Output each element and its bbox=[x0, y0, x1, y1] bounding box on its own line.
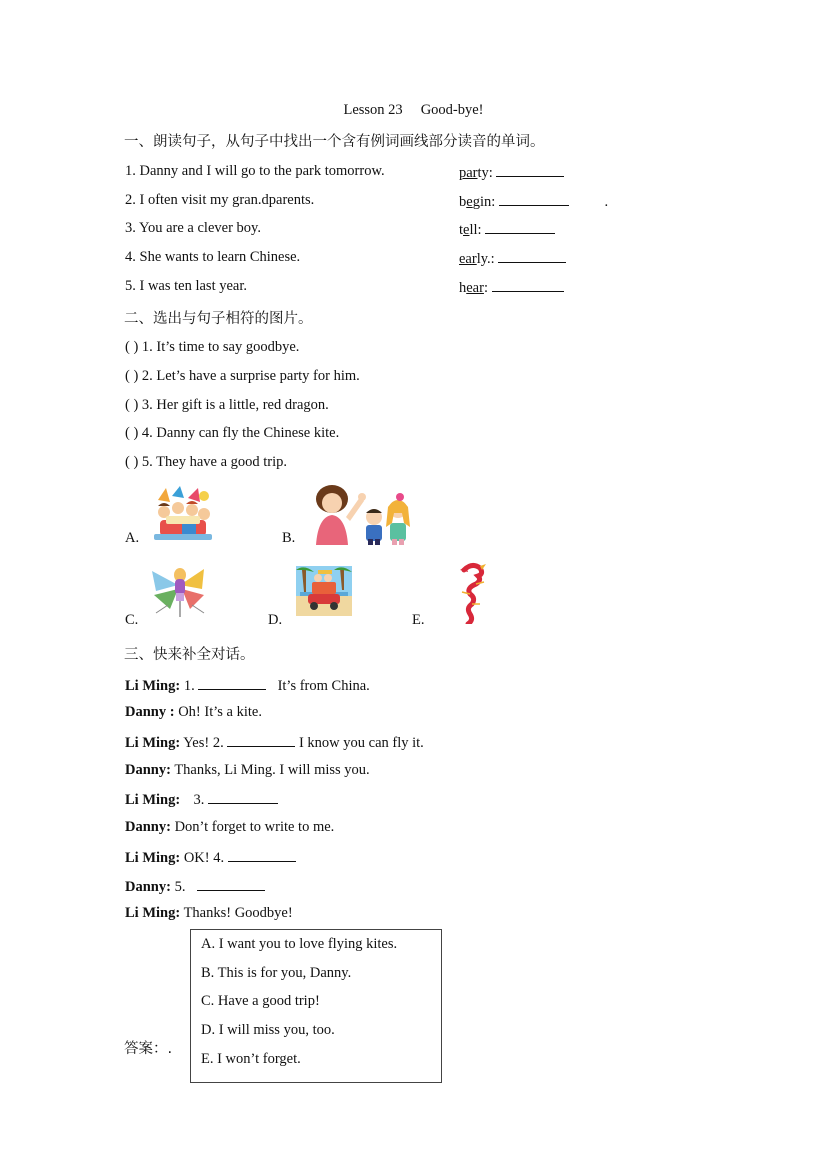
s2-item-4: ( ) 4. Danny can fly the Chinese kite. bbox=[125, 425, 340, 441]
speaker-label: Danny : bbox=[125, 704, 175, 720]
dialogue-line-9: Li Ming: Thanks! Goodbye! bbox=[125, 905, 293, 921]
section3-heading: 三、快来补全对话。 bbox=[124, 647, 255, 663]
answer-label: 答案：. bbox=[124, 1041, 173, 1057]
option-b: B. This is for you, Danny. bbox=[201, 965, 352, 981]
s1-sentence-2: 2. I often visit my gran.dparents. bbox=[125, 192, 315, 208]
speaker-label: Danny: bbox=[125, 879, 171, 895]
goodbye-picture bbox=[308, 483, 412, 545]
s2-item-1: ( ) 1. It’s time to say goodbye. bbox=[125, 339, 300, 355]
option-c: C. Have a good trip! bbox=[201, 993, 320, 1009]
answer-blank[interactable] bbox=[492, 278, 564, 292]
option-e: E. I won’t forget. bbox=[201, 1051, 301, 1067]
answer-blank[interactable] bbox=[499, 192, 569, 206]
option-a: A. I want you to love flying kites. bbox=[201, 936, 398, 952]
s2-item-2: ( ) 2. Let’s have a surprise party for him. bbox=[125, 368, 360, 384]
answer-paren[interactable]: ( ) bbox=[125, 397, 139, 413]
answer-blank[interactable] bbox=[496, 163, 564, 177]
answer-paren[interactable]: ( ) bbox=[125, 368, 139, 384]
dialogue-line-8: Danny: 5. bbox=[125, 877, 265, 896]
speaker-label: Li Ming: bbox=[125, 905, 181, 921]
picture-label-a: A. bbox=[125, 530, 140, 546]
s1-word-2: begin: . bbox=[459, 194, 609, 210]
lesson-name: Good-bye! bbox=[420, 102, 484, 118]
s1-sentence-1: 1. Danny and I will go to the park tomorrow. bbox=[125, 163, 385, 179]
lesson-number: Lesson 23 bbox=[343, 102, 403, 118]
answer-blank[interactable] bbox=[197, 877, 265, 891]
speaker-label: Danny: bbox=[125, 762, 171, 778]
answer-blank[interactable] bbox=[498, 249, 566, 263]
picture-label-b: B. bbox=[282, 530, 296, 546]
speaker-label: Li Ming: bbox=[125, 792, 181, 808]
answer-paren[interactable]: ( ) bbox=[125, 425, 139, 441]
answer-blank[interactable] bbox=[208, 790, 278, 804]
s1-word-4: early.: bbox=[459, 249, 566, 268]
page-title bbox=[0, 102, 827, 119]
dialogue-line-4: Danny: Thanks, Li Ming. I will miss you. bbox=[125, 762, 370, 778]
s1-word-5: hear: bbox=[459, 278, 564, 297]
s1-word-1: party: bbox=[459, 163, 564, 182]
options-box bbox=[190, 929, 442, 1083]
answer-blank[interactable] bbox=[228, 848, 296, 862]
dialogue-line-5: Li Ming: 3. bbox=[125, 790, 278, 809]
section2-heading: 二、选出与句子相符的图片。 bbox=[124, 311, 313, 327]
kite-picture bbox=[148, 565, 210, 617]
dialogue-line-1: Li Ming: 1. It’s from China. bbox=[125, 678, 370, 694]
s2-item-3: ( ) 3. Her gift is a little, red dragon. bbox=[125, 397, 329, 413]
s1-sentence-5: 5. I was ten last year. bbox=[125, 278, 248, 294]
speaker-label: Danny: bbox=[125, 819, 171, 835]
party-picture bbox=[152, 486, 214, 542]
s2-item-5: ( ) 5. They have a good trip. bbox=[125, 454, 288, 470]
s1-word-3: tell: bbox=[459, 220, 555, 239]
answer-blank[interactable] bbox=[485, 220, 555, 234]
s1-sentence-3: 3. You are a clever boy. bbox=[125, 220, 261, 236]
dragon-picture bbox=[454, 562, 490, 624]
dialogue-line-6: Danny: Don’t forget to write to me. bbox=[125, 819, 335, 835]
answer-paren[interactable]: ( ) bbox=[125, 454, 139, 470]
section1-heading: 一、朗读句子，从句子中找出一个含有例词画线部分读音的单词。 bbox=[124, 134, 545, 150]
picture-label-e: E. bbox=[412, 612, 425, 628]
dialogue-line-7: Li Ming: OK! 4. bbox=[125, 848, 296, 867]
s1-sentence-4: 4. She wants to learn Chinese. bbox=[125, 249, 301, 265]
speaker-label: Li Ming: bbox=[125, 678, 181, 694]
picture-label-d: D. bbox=[268, 612, 283, 628]
answer-blank[interactable] bbox=[198, 676, 266, 690]
dialogue-line-3: Li Ming: Yes! 2. I know you can fly it. bbox=[125, 735, 424, 751]
speaker-label: Li Ming: bbox=[125, 735, 181, 751]
answer-paren[interactable]: ( ) bbox=[125, 339, 139, 355]
trip-picture bbox=[296, 566, 352, 616]
answer-blank[interactable] bbox=[227, 733, 295, 747]
picture-label-c: C. bbox=[125, 612, 139, 628]
option-d: D. I will miss you, too. bbox=[201, 1022, 335, 1038]
dialogue-line-2: Danny : Oh! It’s a kite. bbox=[125, 704, 262, 720]
speaker-label: Li Ming: bbox=[125, 850, 181, 866]
